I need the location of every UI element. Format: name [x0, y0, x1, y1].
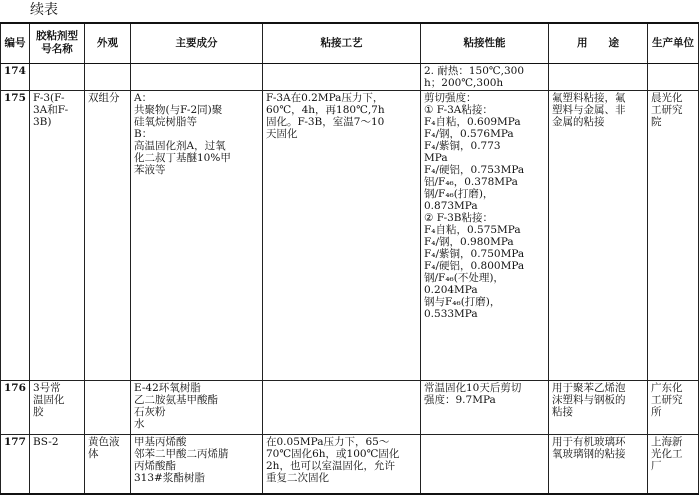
cell-line: 双组分 — [88, 91, 120, 104]
process-cell — [263, 434, 421, 494]
cell-line: 剪切强度： — [424, 91, 477, 104]
cell-line: F-3(F- — [33, 91, 65, 104]
cell-line: A： — [134, 91, 153, 104]
cell-line: F₄/钢，0.576MPa — [424, 127, 514, 140]
header-cell: 用 途 — [549, 23, 648, 63]
cell-line: F₄/紫铜，0.750MPa — [424, 247, 525, 260]
row-number: 176 — [1, 380, 30, 434]
cell-line: 乙二胺氨基甲酸酯 — [134, 393, 218, 406]
cell-line: 晨光化 — [651, 91, 683, 104]
header-cell: 粘接性能 — [421, 23, 549, 63]
cell-line: 甲基丙烯酸 — [134, 435, 187, 448]
cell-line: F₄自粘，0.609MPa — [424, 115, 521, 128]
cell-line: 70℃固化6h，或100℃固化 — [266, 447, 400, 460]
appearance-cell — [85, 434, 131, 494]
cell-line: F₄自粘，0.575MPa — [424, 223, 521, 236]
cell-line: 钢/F₄₆(不处理)， — [424, 271, 504, 284]
cell-line: 光化工 — [651, 447, 683, 460]
cell-line: 铝/F₄₆，0.378MPa — [424, 175, 518, 188]
components-cell — [131, 380, 263, 434]
cell-line: ② F-3B粘接： — [424, 211, 494, 224]
cell-line: 高温固化剂A，过氧 — [134, 139, 226, 152]
row-number: 175 — [1, 90, 30, 380]
header-cell: 编号 — [1, 23, 30, 63]
cell-line: 313#浆酯树脂 — [134, 471, 205, 484]
name-cell — [30, 90, 85, 380]
table-row — [1, 380, 699, 434]
cell-line: 广东化 — [651, 381, 683, 394]
cell-line: 3A和F- — [33, 103, 69, 116]
process-cell — [263, 90, 421, 380]
usage-cell — [549, 434, 648, 494]
cell-line: 氟塑料粘接，氟 — [552, 91, 626, 104]
cell-line: 0.533MPa — [424, 307, 478, 320]
cell-line: E-42环氧树脂 — [134, 381, 201, 394]
cell-line: 粘接 — [552, 405, 573, 418]
cell-line: 厂 — [651, 459, 662, 472]
cell-line: F₄/硬铝，0.800MPa — [424, 259, 525, 272]
cell-line: 重复二次固化 — [266, 471, 329, 484]
cell-line: 60℃，4h，再180℃,7h — [266, 103, 385, 116]
row-number: 177 — [1, 434, 30, 494]
cell-line: ① F-3A粘接： — [424, 103, 493, 116]
cell-line: 温固化 — [33, 393, 65, 406]
usage-cell — [549, 63, 648, 90]
producer-cell — [648, 434, 699, 494]
cell-line: h；200℃,300h — [424, 76, 504, 89]
cell-line: BS-2 — [33, 435, 59, 448]
header-cell: 主要成分 — [131, 23, 263, 63]
components-cell — [131, 90, 263, 380]
header-row — [1, 23, 699, 63]
cell-line: 固化。F-3B，室温7～10 — [266, 115, 385, 128]
cell-line: 钢与F₄₆(打磨)， — [424, 295, 501, 308]
cell-line: 2. 耐热：150℃,300 — [424, 64, 525, 77]
appearance-cell — [85, 63, 131, 90]
cell-line: 院 — [651, 115, 662, 128]
cell-line: 工研究 — [651, 103, 683, 116]
cell-line: 塑料与金属、非 — [552, 103, 626, 116]
cell-line: 天固化 — [266, 127, 298, 140]
cell-line: 丙烯酸酯 — [134, 459, 176, 472]
appearance-cell — [85, 380, 131, 434]
cell-line: 体 — [88, 447, 99, 460]
components-cell — [131, 434, 263, 494]
cell-line: 共聚物(与F-2同)聚 — [134, 103, 223, 116]
adhesive-table — [0, 22, 699, 495]
cell-line: 苯液等 — [134, 163, 166, 176]
cell-line: 所 — [651, 405, 662, 418]
usage-cell — [549, 90, 648, 380]
cell-line: MPa — [424, 151, 448, 164]
performance-cell — [421, 434, 549, 494]
table-row — [1, 63, 699, 90]
cell-line: 0.873MPa — [424, 199, 478, 212]
cell-line: 沫塑料与钢板的 — [552, 393, 626, 406]
continued-label: 续表 — [30, 2, 58, 18]
cell-line: 3号常 — [33, 381, 61, 394]
name-cell — [30, 380, 85, 434]
performance-cell — [421, 90, 549, 380]
cell-line: 在0.05MPa压力下，65～ — [266, 435, 390, 448]
cell-line: 邻苯二甲酸二丙烯腈 — [134, 447, 229, 460]
cell-line: 金属的粘接 — [552, 115, 605, 128]
process-cell — [263, 380, 421, 434]
components-cell — [131, 63, 263, 90]
cell-line: 0.204MPa — [424, 283, 478, 296]
cell-line: 用于聚苯乙烯泡 — [552, 381, 626, 394]
name-cell — [30, 434, 85, 494]
cell-line: 化二叔丁基醚10%甲 — [134, 151, 231, 164]
cell-line: F-3A在0.2MPa压力下， — [266, 91, 384, 104]
performance-cell — [421, 380, 549, 434]
header-cell: 粘接工艺 — [263, 23, 421, 63]
cell-line: 钢/F₄₆(打磨)， — [424, 187, 494, 200]
table-body — [1, 63, 699, 494]
header-cell: 生产单位 — [648, 23, 699, 63]
usage-cell — [549, 380, 648, 434]
cell-line: 氧玻璃钢的粘接 — [552, 447, 626, 460]
cell-line: 水 — [134, 417, 145, 430]
performance-cell — [421, 63, 549, 90]
cell-line: 3B) — [33, 115, 52, 128]
cell-line: 硅氧烷树脂等 — [134, 115, 197, 128]
producer-cell — [648, 63, 699, 90]
cell-line: 用于有机玻璃环 — [552, 435, 626, 448]
producer-cell — [648, 380, 699, 434]
cell-line: 2h，也可以室温固化，允许 — [266, 459, 395, 472]
name-cell — [30, 63, 85, 90]
appearance-cell — [85, 90, 131, 380]
cell-line: 工研究 — [651, 393, 683, 406]
producer-cell — [648, 90, 699, 380]
process-cell — [263, 63, 421, 90]
header-cell: 胶粘剂型号名称 — [30, 23, 85, 63]
cell-line: 常温固化10天后剪切 — [424, 381, 522, 394]
cell-line: 黄色液 — [88, 435, 120, 448]
cell-line: F₄/钢，0.980MPa — [424, 235, 514, 248]
row-number: 174 — [1, 63, 30, 90]
cell-line: F₄/硬铝，0.753MPa — [424, 163, 525, 176]
cell-line: 上海新 — [651, 435, 683, 448]
cell-line: 胶 — [33, 405, 44, 418]
cell-line: 强度：9.7MPa — [424, 393, 496, 406]
cell-line: B： — [134, 127, 153, 140]
table-row — [1, 90, 699, 380]
header-cell: 外观 — [85, 23, 131, 63]
cell-line: 石灰粉 — [134, 405, 166, 418]
table-row — [1, 434, 699, 494]
cell-line: F₄/紫铜，0.773 — [424, 139, 501, 152]
